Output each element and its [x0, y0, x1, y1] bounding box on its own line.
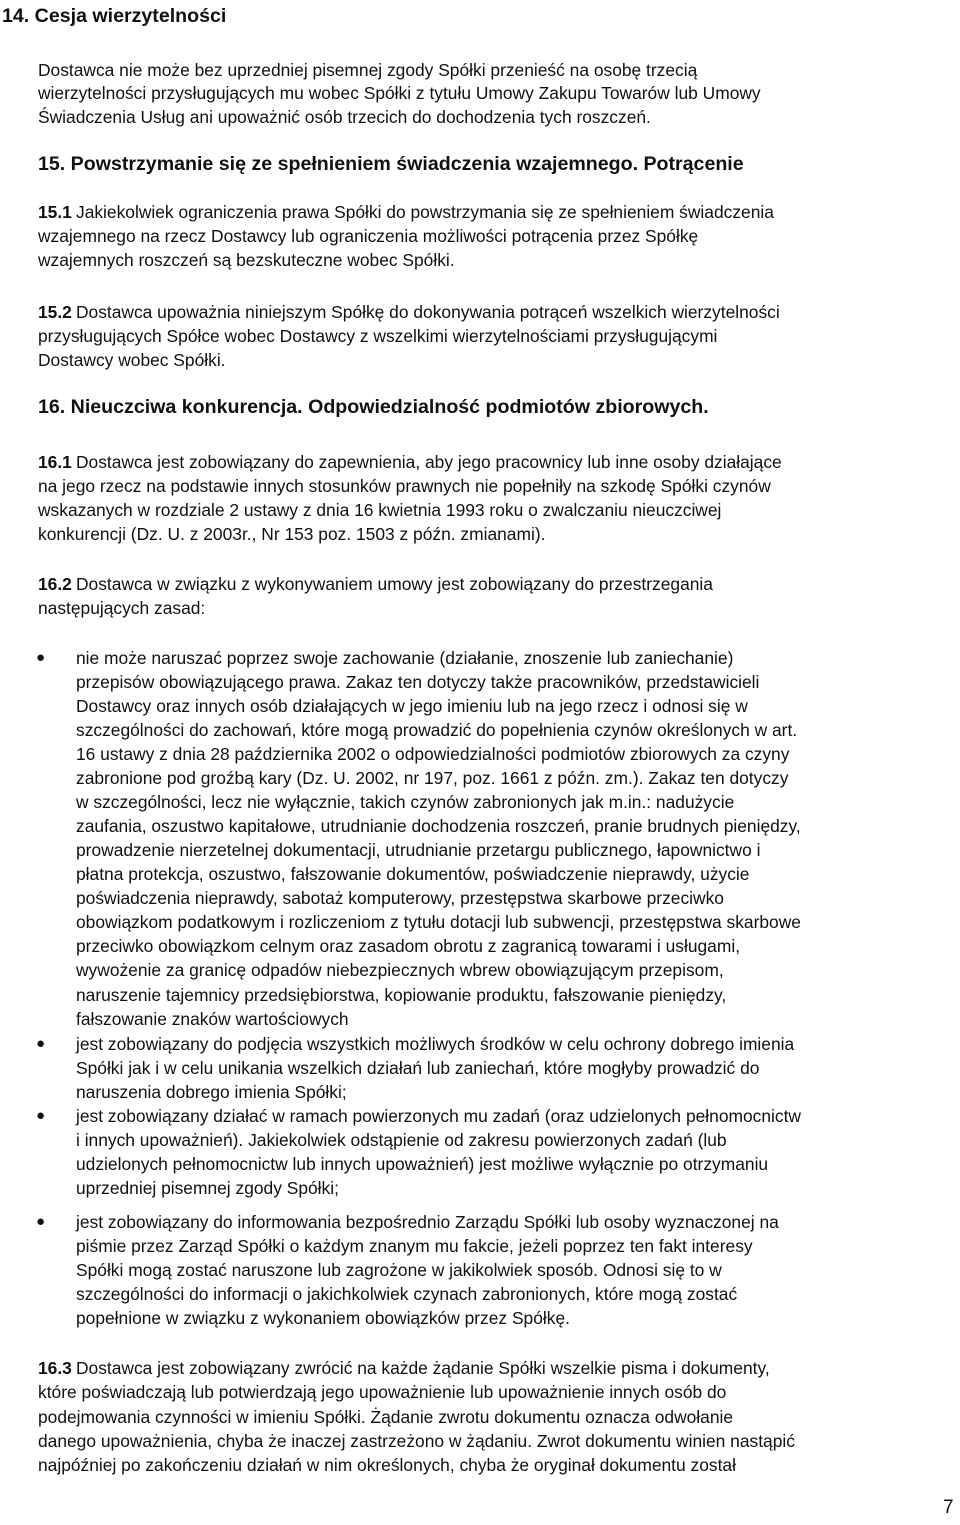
bullet-4-line: Spółki mogą zostać naruszone lub zagrożone w jakikolwiek sposób. Odnosi się to w	[76, 1260, 722, 1280]
bullet-2-line: naruszenia dobrego imienia Spółki;	[76, 1082, 347, 1102]
clause-15-2-line: przysługujących Spółce wobec Dostawcy z wszelkimi wierzytelnościami przysługującymi	[38, 326, 718, 346]
section-14-text-line: wierzytelności przysługujących mu wobec Spółki z tytułu Umowy Zakupu Towarów lub Umowy	[38, 83, 761, 103]
clause-15-2-number: 15.2	[38, 302, 72, 322]
bullet-icon: ●	[36, 1035, 46, 1052]
bullet-1-line: 16 ustawy z dnia 28 października 2002 o odpowiedzialności podmiotów zbiorowych za czyny	[76, 744, 790, 764]
bullet-1-line: prowadzenie nierzetelnej dokumentacji, utrudnianie przetargu publicznego, łapownictwo i	[76, 840, 761, 860]
clause-16-3-line: które poświadczają lub potwierdzają jego upoważnienie lub upoważnienie innych osób do	[38, 1382, 727, 1402]
clause-16-2-number: 16.2	[38, 574, 72, 594]
bullet-icon: ●	[36, 1107, 46, 1124]
bullet-2-line: jest zobowiązany do podjęcia wszystkich możliwych środków w celu ochrony dobrego imienia	[76, 1034, 795, 1054]
bullet-3-line: i innych upoważnień). Jakiekolwiek odstąpienie od zakresu powierzonych zadań (lub	[76, 1130, 727, 1150]
bullet-4-line: piśmie przez Zarząd Spółki o każdym znanym mu fakcie, jeżeli poprzez ten fakt interesy	[76, 1236, 753, 1256]
clause-16-2-line: następujących zasad:	[38, 598, 206, 618]
bullet-4-line: popełnione w związku z wykonaniem obowiązków przez Spółkę.	[76, 1308, 570, 1328]
clause-16-1-line: konkurencji (Dz. U. z 2003r., Nr 153 poz. 1503 z późn. zmianami).	[38, 524, 546, 544]
bullet-3-line: udzielonych pełnomocnictw lub innych upoważnień) jest możliwe wyłącznie po otrzymaniu	[76, 1154, 769, 1174]
section-14-text-line: Dostawca nie może bez uprzedniej pisemnej zgody Spółki przenieść na osobę trzecią	[38, 60, 698, 80]
section-16-heading: 16. Nieuczciwa konkurencja. Odpowiedzialność podmiotów zbiorowych.	[38, 396, 709, 418]
clause-16-3-line: najpóźniej po zakończeniu działań w nim określonych, chyba że oryginał dokumentu został	[38, 1455, 736, 1475]
bullet-1-line: zaufania, oszustwo kapitałowe, utrudnianie dochodzenia roszczeń, pranie brudnych pieniędzy,	[76, 816, 801, 836]
bullet-1-line: wywożenie za granicę odpadów niebezpiecznych wbrew obowiązującym przepisom,	[76, 960, 724, 980]
clause-15-1-line: Jakiekolwiek ograniczenia prawa Spółki do powstrzymania się ze spełnieniem świadczenia	[76, 202, 774, 222]
clause-16-3-line: danego upoważnienia, chyba że inaczej zastrzeżono w żądaniu. Zwrot dokumentu winien nastąpić	[38, 1431, 795, 1451]
section-14-heading: 14. Cesja wierzytelności	[2, 5, 227, 27]
bullet-icon: ●	[36, 1213, 46, 1230]
section-14-text-line: Świadczenia Usług ani upoważnić osób trzecich do dochodzenia tych roszczeń.	[38, 107, 651, 127]
bullet-4-line: jest zobowiązany do informowania bezpośrednio Zarządu Spółki lub osoby wyznaczonej na	[76, 1212, 779, 1232]
bullet-4-line: szczególności do informacji o jakichkolwiek czynach zabronionych, które mogą zostać	[76, 1284, 738, 1304]
clause-16-3-number: 16.3	[38, 1358, 72, 1378]
bullet-1-line: w szczególności, lecz nie wyłącznie, takich czynów zabronionych jak m.in.: nadużycie	[76, 792, 735, 812]
bullet-2-line: Spółki jak i w celu unikania wszelkich działań lub zaniechań, które mogłyby prowadzić do	[76, 1058, 760, 1078]
clause-15-2-line: Dostawcy wobec Spółki.	[38, 350, 226, 370]
page-number: 7	[943, 1497, 954, 1518]
bullet-3-line: jest zobowiązany działać w ramach powierzonych mu zadań (oraz udzielonych pełnomocnictw	[76, 1106, 801, 1126]
bullet-1-line: szczególności do zachowań, które mogą prowadzić do popełnienia czynów określonych w art.	[76, 720, 798, 740]
clause-15-1-line: wzajemnego na rzecz Dostawcy lub ograniczenia możliwości potrącenia przez Spółkę	[38, 226, 699, 246]
bullet-1-line: naruszenie tajemnicy przedsiębiorstwa, kopiowanie produktu, fałszowanie pieniędzy,	[76, 985, 727, 1005]
clause-16-3-line: Dostawca jest zobowiązany zwrócić na każde żądanie Spółki wszelkie pisma i dokumenty,	[76, 1358, 770, 1378]
bullet-1-line: nie może naruszać poprzez swoje zachowanie (działanie, znoszenie lub zaniechanie)	[76, 648, 734, 668]
clause-16-1-line: Dostawca jest zobowiązany do zapewnienia, aby jego pracownicy lub inne osoby działające	[76, 452, 782, 472]
clause-16-1-line: wskazanych w rozdziale 2 ustawy z dnia 16 kwietnia 1993 roku o zwalczaniu nieuczciwej	[38, 500, 722, 520]
bullet-3-line: uprzedniej pisemnej zgody Spółki;	[76, 1178, 339, 1198]
bullet-1-line: zabronione pod groźbą kary (Dz. U. 2002, nr 197, poz. 1661 z późn. zm.). Zakaz ten dotyczy	[76, 768, 789, 788]
clause-16-1-number: 16.1	[38, 452, 72, 472]
bullet-1-line: przeciwko obowiązkom celnym oraz zasadom obrotu z zagranicą towarami i usługami,	[76, 936, 741, 956]
clause-16-3-line: podejmowania czynności w imieniu Spółki. Żądanie zwrotu dokumentu oznacza odwołanie	[38, 1407, 734, 1427]
clause-16-1-line: na jego rzecz na podstawie innych stosunków prawnych nie popełniły na szkodę Spółki czynów	[38, 476, 771, 496]
clause-16-2-line: Dostawca w związku z wykonywaniem umowy jest zobowiązany do przestrzegania	[76, 574, 713, 594]
bullet-1-line: obowiązkom podatkowym i rozliczeniom z tytułu dotacji lub subwencji, przestępstwa skarbowe	[76, 912, 801, 932]
bullet-1-line: płatna protekcja, oszustwo, fałszowanie dokumentów, poświadczenie nieprawdy, użycie	[76, 864, 750, 884]
bullet-1-line: poświadczenia nieprawdy, sabotaż komputerowy, przestępstwa skarbowe przeciwko	[76, 888, 724, 908]
clause-15-1-line: wzajemnych roszczeń są bezskuteczne wobec Spółki.	[38, 250, 455, 270]
clause-15-1-number: 15.1	[38, 202, 72, 222]
bullet-1-line: fałszowanie znaków wartościowych	[76, 1009, 349, 1029]
bullet-1-line: Dostawcy oraz innych osób działających w jego imieniu lub na jego rzecz i odnosi się w	[76, 696, 748, 716]
section-15-heading: 15. Powstrzymanie się ze spełnieniem świadczenia wzajemnego. Potrącenie	[38, 153, 744, 175]
bullet-icon: ●	[36, 649, 46, 666]
bullet-1-line: przepisów obowiązującego prawa. Zakaz ten dotyczy także pracowników, przedstawicieli	[76, 672, 760, 692]
clause-15-2-line: Dostawca upoważnia niniejszym Spółkę do dokonywania potrąceń wszelkich wierzytelności	[76, 302, 780, 322]
